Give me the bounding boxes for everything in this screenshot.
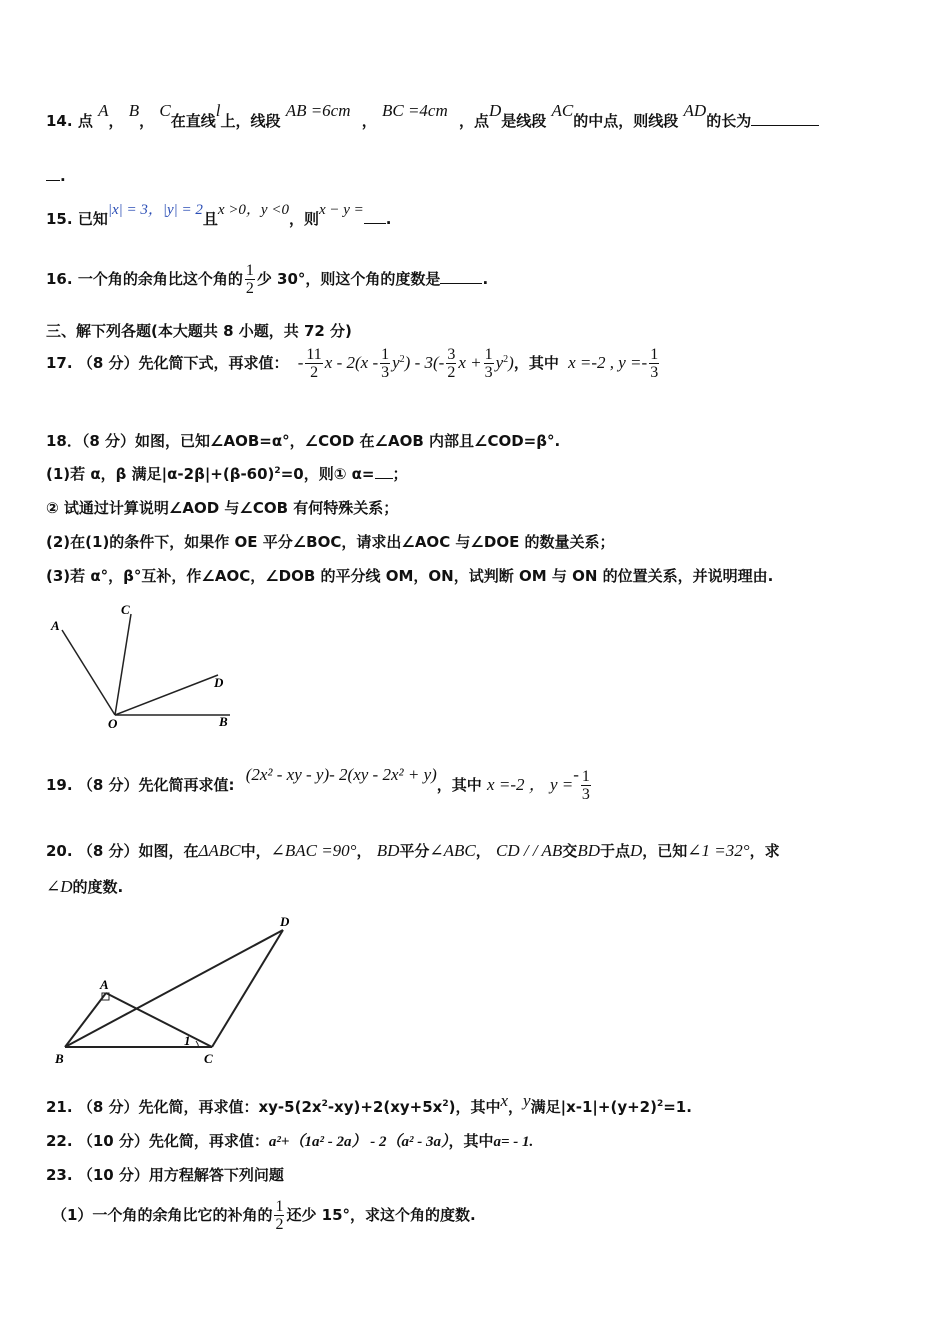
label-D: D [214, 675, 224, 690]
figure-triangle-abc [40, 905, 310, 1070]
question-15: 15. 已知|x| = 3，|y| = 2且x >0，y <0，则x − y = . [46, 202, 392, 228]
q14-number: 14. [46, 112, 73, 130]
answer-blank [46, 166, 60, 181]
question-23: 23. （10 分）用方程解答下列问题 [46, 1166, 284, 1184]
q23-number: 23. [46, 1166, 73, 1184]
q19-number: 19. [46, 776, 73, 794]
q15-number: 15. [46, 210, 73, 228]
question-21: 21. （8 分）先化简，再求值：$xy-5(2x^2-xy)+2(xy+5x^2)$，其中x，y满足$|x-1|+(y+2)^2=1$. [46, 1091, 692, 1116]
q21-number: 21. [46, 1098, 73, 1116]
q22-number: 22. [46, 1132, 73, 1150]
label-B: B [219, 714, 228, 729]
q17-number: 17. [46, 354, 73, 372]
label-A: A [51, 618, 60, 633]
question-20-cont: ∠D的度数. [46, 877, 124, 896]
question-22: 22. （10 分）先化简，再求值：a²+（1a² - 2a） - 2（a² - 3a），其中a= - 1. [46, 1132, 534, 1150]
question-18-line1: 18．（8 分）如图，已知∠AOB=α°，∠COD 在∠AOB 内部且∠COD=β°. [46, 432, 561, 450]
fraction-half: $\frac{1}{2}$ [275, 1198, 284, 1233]
question-14: 14. 点 A， B， C在直线l上，线段 AB =6cm ， BC =4cm ，点D是线段 AC的中点，则线段 AD的长为 [46, 110, 819, 131]
label-O: O [108, 716, 118, 731]
label-angle-1: 1 [184, 1033, 191, 1048]
question-16: 16. 一个角的余角比这个角的 $\frac{1}{2}$ 少 30°，则这个角的度数是 . [46, 262, 489, 297]
answer-blank [751, 111, 819, 126]
section-heading: 三、解下列各题(本大题共 8 小题，共 72 分) [46, 322, 352, 340]
question-18-line4: (2)在(1)的条件下，如果作 OE 平分∠BOC，请求出∠AOC 与∠DOE 的数量关系； [46, 533, 615, 551]
question-14-cont: . [46, 166, 66, 185]
label-B: B [55, 1051, 64, 1066]
question-19: 19. （8 分）先化简再求值: (2x² - xy - y)- 2(xy - 2x² + y)，其中 x =-2 ， y =- $\frac{1}{3}$ [46, 765, 590, 803]
abs-condition: |x| = 3，|y| = 2 [107, 202, 203, 218]
question-18-line5: (3)若 α°，β°互补，作∠AOC，∠DOB 的平分线 OM，ON，试判断 OM 与 ON 的位置关系，并说明理由. [46, 567, 774, 585]
question-23-part1: （1）一个角的余角比它的补角的 $\frac{1}{2}$ 还少 15°，求这个角的度数. [52, 1198, 476, 1233]
label-D: D [280, 914, 290, 929]
q16-number: 16. [46, 270, 73, 288]
label-C: C [204, 1051, 213, 1066]
question-18-line2: (1)若 α，β 满足$|\alpha-2\beta|+(\beta-60)^2=0$，则① α= ； [46, 465, 408, 483]
answer-blank [440, 269, 482, 284]
question-17: 17. （8 分）先化简下式，再求值： - $\frac{11}{2}$ x - 2(x - $\frac{1}{3}$ $y^2) - 3(-$ $\frac{3}{2}$ x + $\frac{1}{3}$ $y^2$)，其中 x =-2 , y =- $\frac{1}{3}$ [46, 346, 659, 381]
label-A: A [100, 977, 109, 992]
fraction-half: $\frac{1}{2}$ [245, 262, 254, 297]
question-20: 20. （8 分）如图，在ΔABC中，∠BAC =90°， BD平分∠ABC， CD / / AB交BD于点D，已知∠1 =32°，求 [46, 841, 780, 860]
question-18-line3: ② 试通过计算说明∠AOD 与∠COB 有何特殊关系； [46, 499, 399, 517]
q20-number: 20. [46, 842, 73, 860]
figure-angle-aob [40, 600, 240, 735]
label-C: C [121, 602, 130, 617]
answer-blank [364, 209, 386, 224]
answer-blank [375, 464, 393, 479]
